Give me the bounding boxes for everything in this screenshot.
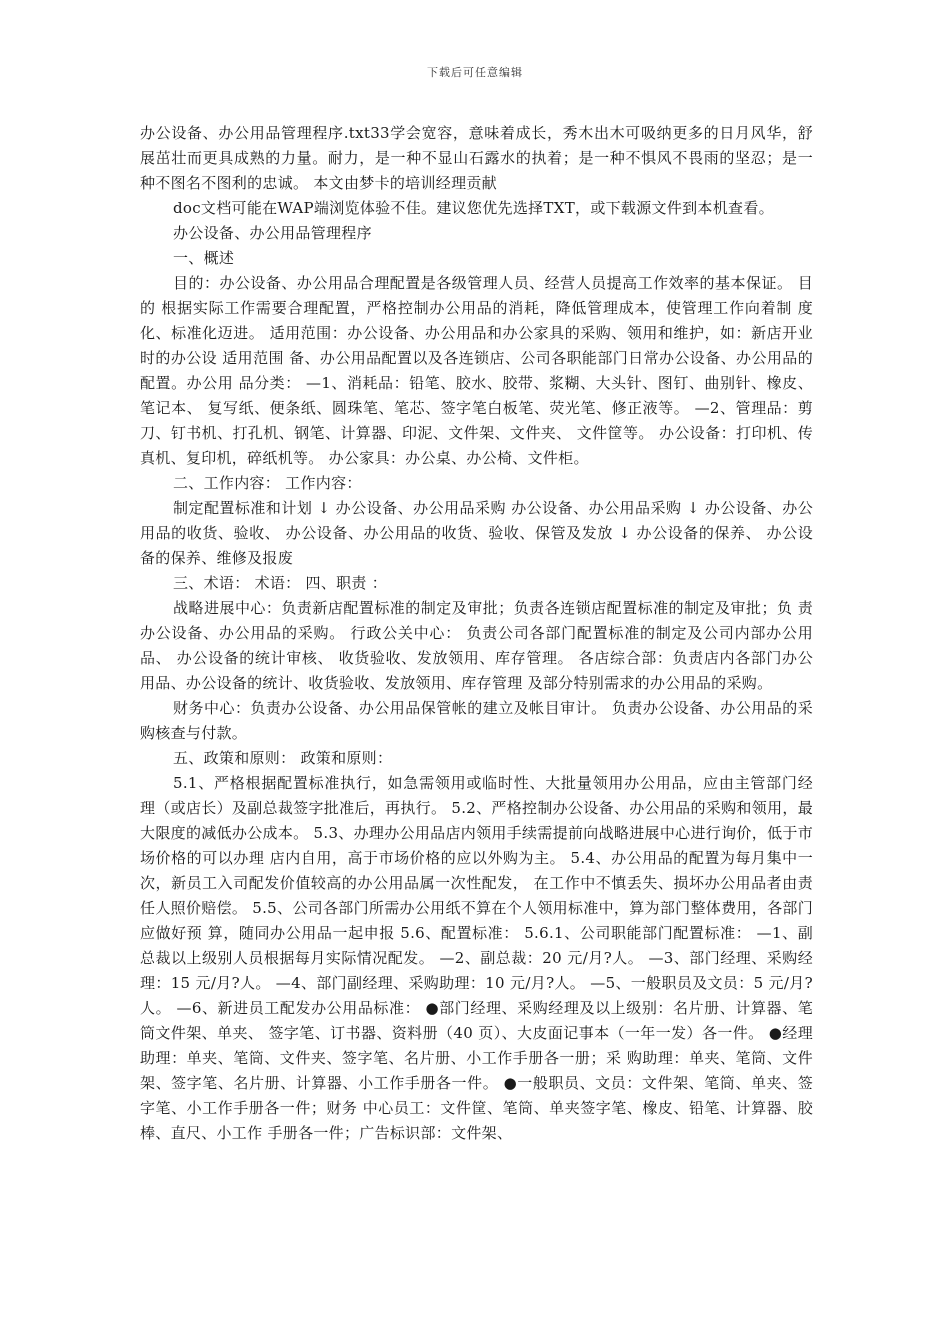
paragraph-finance: 财务中心：负责办公设备、办公用品保管帐的建立及帐目审计。 负责办公设备、办公用品的采购核查与付款。 (140, 699, 813, 742)
paragraph-doc-note: doc文档可能在WAP端浏览体验不佳。建议您优先选择TXT，或下载源文件到本机查看。 (173, 199, 774, 217)
section-heading-policy: 五、政策和原则： 政策和原则： (173, 749, 393, 767)
paragraph-policy: 5.1、严格根据配置标准执行，如急需领用或临时性、大批量领用办公用品，应由主管部门经 理（或店长）及副总裁签字批准后，再执行。 5.2、严格控制办公设备、办公用品的采购和领用，最大限度的减低办公成本。 5.3、办理办公用品店内领用手续需提前向战略进展中心进行询价，低于市场价格的可以办理 店内自用，高于市场价格的应以外购为主。 5.4、办公用品的配置为每月集中一次，新员工入司配发价值较高的办公用品属一次性配发， 在工作中不慎丢失、损坏办公用品者由责任人照价赔偿。 5.5、公司各部门所需办公用纸不算在个人领用标准中，算为部门整体费用，各部门应做好预 算，随同办公用品一起申报 5.6、配置标准： 5.6.1、公司职能部门配置标准： —1、副总裁以上级别人员根据每月实际情况配发。 —2、副总裁：20 元/月?人。 —3、部门经理、采购经理：15 元/月?人。 —4、部门副经理、采购助理：10 元/月?人。 —5、一般职员及文员：5 元/月?人。 —6、新进员工配发办公用品标准： ●部门经理、采购经理及以上级别：名片册、计算器、笔筒文件架、单夹、 签字笔、订书器、资料册（40 页）、大皮面记事本（一年一发）各一件。 ●经理助理：单夹、笔筒、文件夹、签字笔、名片册、小工作手册各一册；采 购助理：单夹、笔筒、文件架、签字笔、名片册、计算器、小工作手册各一件。 ●一般职员、文员：文件架、笔筒、单夹、签字笔、小工作手册各一件；财务 中心员工：文件筐、笔筒、单夹签字笔、橡皮、铅笔、计算器、胶棒、直尺、小工作 手册各一件；广告标识部：文件架、 (140, 774, 813, 1142)
document-body (140, 121, 813, 1146)
page-header: 下载后可任意编辑 (427, 66, 523, 79)
section-heading-work-content: 二、工作内容： 工作内容： (173, 474, 362, 492)
section-heading-overview: 一、概述 (173, 249, 235, 267)
paragraph-workflow: 制定配置标准和计划 ↓ 办公设备、办公用品采购 办公设备、办公用品采购 ↓ 办公设备、办公用品的收货、验收、 办公设备、办公用品的收货、验收、保管及发放 ↓ 办公设备的保养、 办公设备的保养、维修及报废 (140, 499, 813, 567)
section-heading-terms-duties: 三、术语： 术语： 四、职责 ： (173, 574, 388, 592)
paragraph-intro: 办公设备、办公用品管理程序.txt33学会宽容，意味着成长，秀木出木可吸纳更多的日月风华，舒展茁壮而更具成熟的力量。耐力，是一种不显山石露水的执着；是一种不惧风不畏雨的坚忍；是一种不图名不图利的忠诚。 本文由梦卡的培训经理贡献 (140, 124, 813, 192)
paragraph-overview: 目的：办公设备、办公用品合理配置是各级管理人员、经营人员提高工作效率的基本保证。 目的 根据实际工作需要合理配置，严格控制办公用品的消耗，降低管理成本，使管理工作向着制 度化、标准化迈进。 适用范围：办公设备、办公用品和办公家具的采购、领用和维护，如：新店开业时的办公设 适用范围 备、办公用品配置以及各连锁店、公司各职能部门日常办公设备、办公用品的配置。办公用 品分类： —1、消耗品：铅笔、胶水、胶带、浆糊、大头针、图钉、曲别针、橡皮、笔记本、 复写纸、便条纸、圆珠笔、笔芯、签字笔白板笔、荧光笔、修正液等。 —2、管理品：剪刀、钉书机、打孔机、钢笔、计算器、印泥、文件架、文件夹、 文件筐等。 办公设备：打印机、传真机、复印机，碎纸机等。 办公家具：办公桌、办公椅、文件柜。 (140, 274, 813, 467)
document-title: 办公设备、办公用品管理程序 (173, 224, 372, 242)
paragraph-duties: 战略进展中心：负责新店配置标准的制定及审批；负责各连锁店配置标准的制定及审批；负 责办公设备、办公用品的采购。 行政公关中心： 负责公司各部门配置标准的制定及公司内部办公用品、 办公设备的统计审核、 收货验收、发放领用、库存管理。 各店综合部：负责店内各部门办公用品、办公设备的统计、收货验收、发放领用、库存管理 及部分特别需求的办公用品的采购。 (140, 599, 813, 692)
